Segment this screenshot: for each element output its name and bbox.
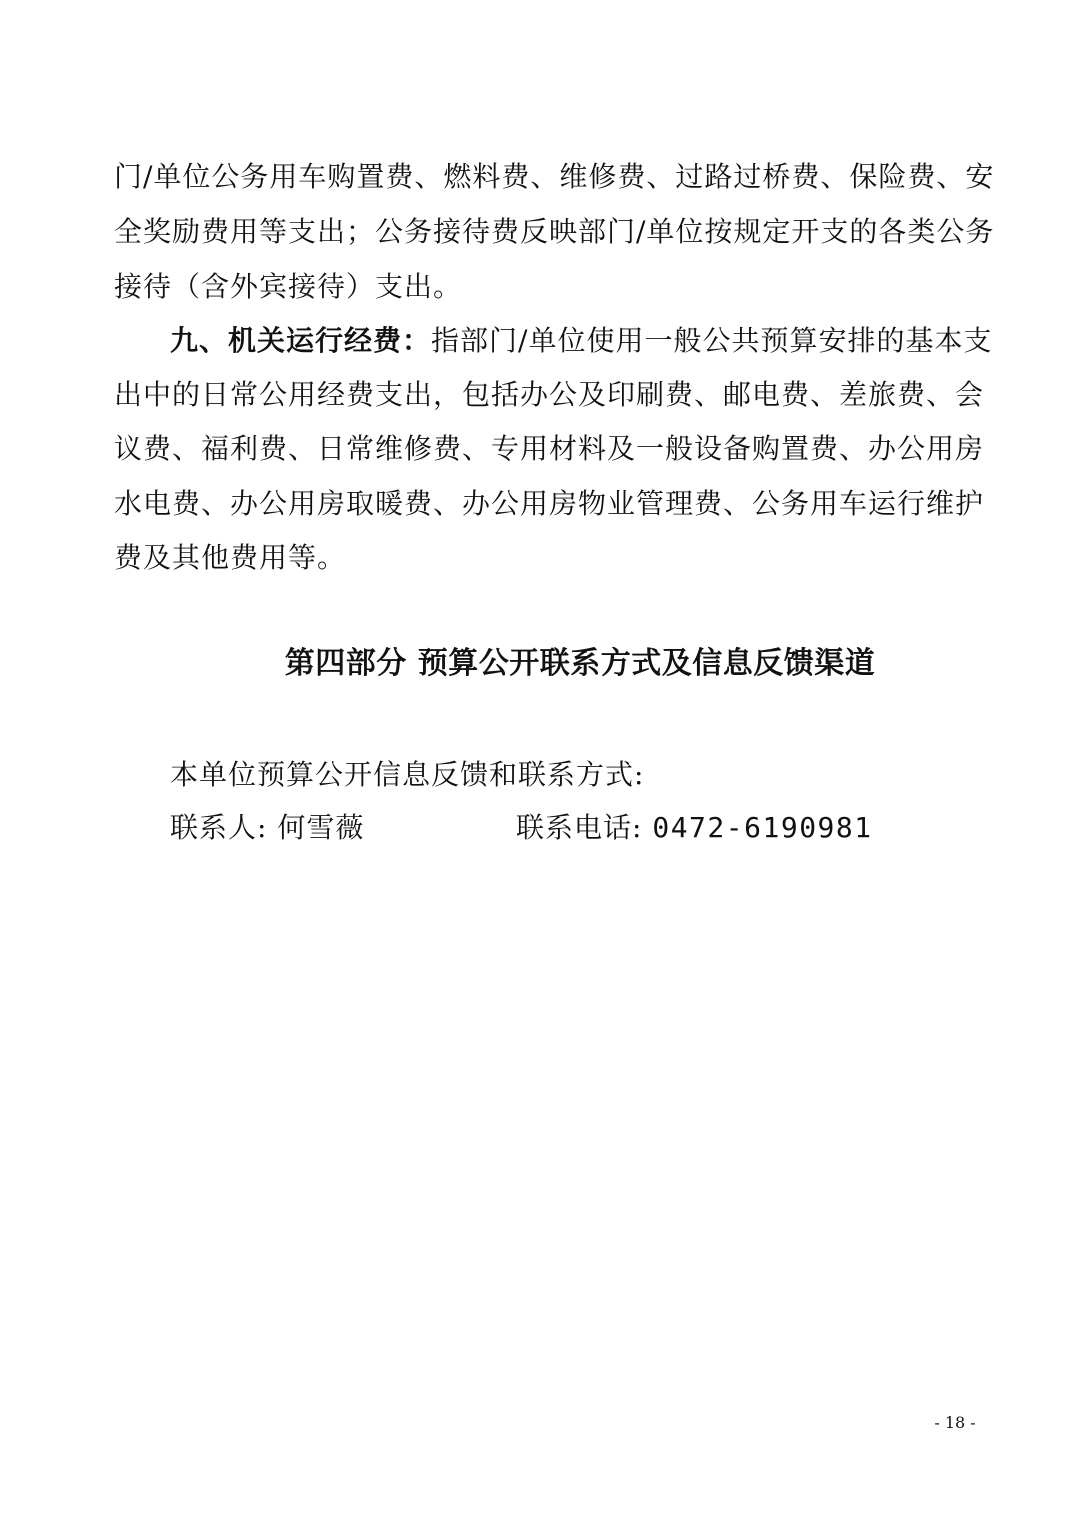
phone-label: 联系电话: [516,811,643,844]
section-nine-definition-start: 指部门/单位使用一般公共预算安排的基本支 [431,324,993,357]
paragraph-line: 费及其他费用等。 [114,541,347,574]
paragraph-line: 门/单位公务用车购置费、燃料费、维修费、过路过桥费、保险费、安 [114,160,995,193]
paragraph-line: 水电费、办公用房取暖费、办公用房物业管理费、公务用车运行维护 [114,487,985,520]
section-nine-first-line [170,321,993,361]
contact-phone [516,808,873,848]
paragraph-line: 全奖励费用等支出；公务接待费反映部门/单位按规定开支的各类公务 [114,215,995,248]
contact-label: 联系人: [170,811,268,844]
contact-intro: 本单位预算公开信息反馈和联系方式: [170,758,645,791]
section-nine-term: 九、机关运行经费： [170,324,432,357]
contact-person [170,808,364,848]
paragraph-line: 议费、福利费、日常维修费、专用材料及一般设备购置费、办公用房 [114,432,985,465]
paragraph-line: 接待（含外宾接待）支出。 [114,270,463,303]
section-heading: 第四部分 预算公开联系方式及信息反馈渠道 [284,646,876,681]
page-number: - 18 - [934,1413,976,1432]
contact-name: 何雪薇 [277,811,365,844]
paragraph-line: 出中的日常公用经费支出，包括办公及印刷费、邮电费、差旅费、会 [114,378,985,411]
phone-number: 0472-6190981 [652,811,873,844]
